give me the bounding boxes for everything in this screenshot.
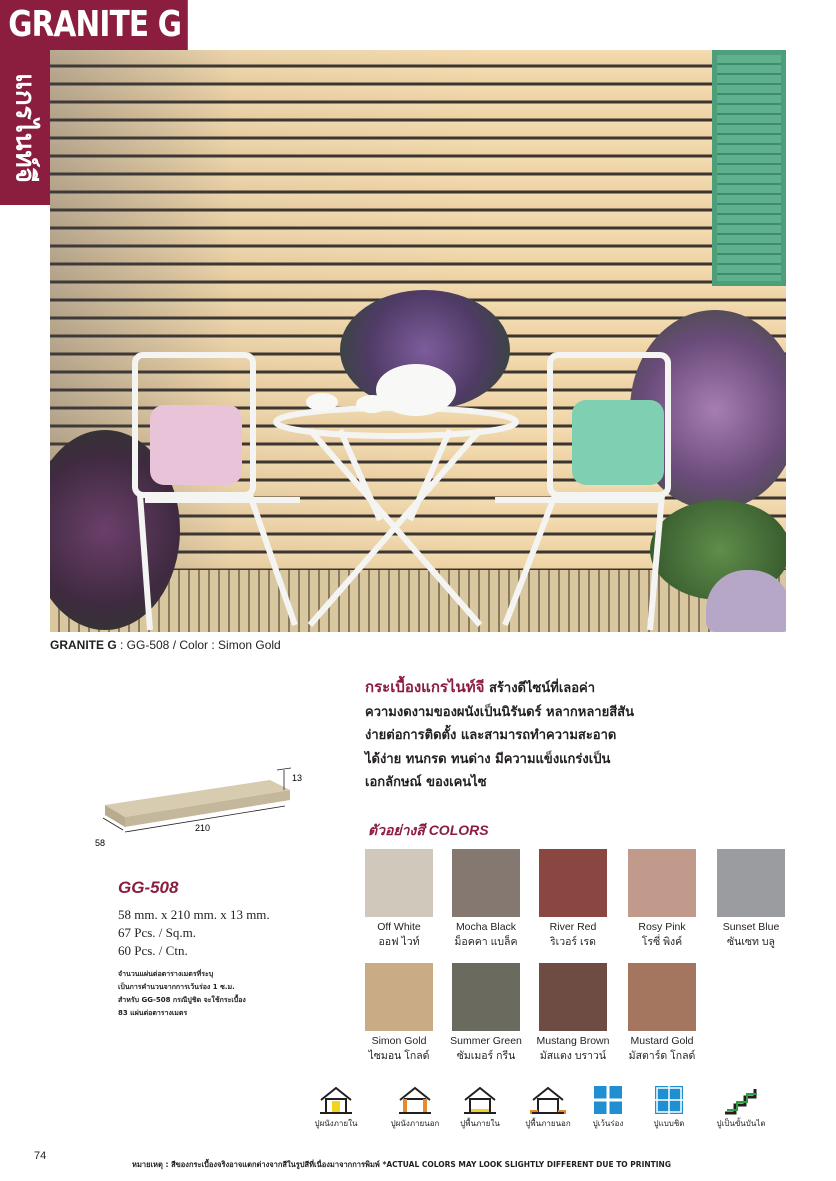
brand-title: GRANITE G <box>0 0 188 50</box>
interior-wall-icon <box>300 1085 372 1115</box>
description-line: ง่ายต่อการติดตั้ง และสามารถทำความสะอาด <box>365 728 617 743</box>
color-name-en: Mustard Gold <box>630 1035 694 1047</box>
usage-label: ปูพื้นภายใน <box>460 1119 500 1128</box>
color-label <box>612 1034 712 1064</box>
interior-floor-icon <box>444 1085 516 1115</box>
color-name-en: Sunset Blue <box>722 921 780 933</box>
tight-joint-icon <box>633 1085 705 1115</box>
usage-label: ปูพื้นภายนอก <box>525 1119 571 1128</box>
hero-caption-text: : GG-508 / Color : Simon Gold <box>116 638 281 652</box>
color-name-en: Rosy Pink <box>638 921 686 933</box>
product-description <box>365 676 665 795</box>
color-swatch <box>452 963 520 1031</box>
page-number: 74 <box>34 1150 47 1162</box>
color-swatch <box>365 849 433 917</box>
exterior-wall-icon <box>379 1085 451 1115</box>
side-category-label: แกรไนท์จี <box>9 72 40 183</box>
color-name-th: มัสตาร์ด โกลด์ <box>628 1050 696 1062</box>
color-name-en: Mustang Brown <box>536 1035 610 1047</box>
color-name-th: ซัมเมอร์ กรีน <box>456 1050 516 1062</box>
hero-caption-brand: GRANITE G <box>50 638 117 652</box>
side-category-tab <box>0 50 50 205</box>
product-code: GG-508 <box>118 878 179 897</box>
usage-label: ปูผนังภายนอก <box>390 1119 440 1128</box>
color-name-th: โรซี่ พิงค์ <box>641 936 683 948</box>
note-line: จำนวนแผ่นต่อตารางเมตรที่ระบุ <box>118 970 214 978</box>
color-label <box>349 920 449 950</box>
spec-per-sqm: 67 Pcs. / Sq.m. <box>118 925 197 940</box>
patio-furniture <box>50 50 786 632</box>
footnote: หมายเหตุ : สีของกระเบื้องจริงอาจแตกต่างจากสีในรูปสีที่เนื่องมาจากการพิมพ์ *ACTUAL COLORS MAY LOOK SLIGHTLY DIFFERENT DUE TO PRINTING <box>132 1160 671 1169</box>
hero-photo <box>50 50 786 632</box>
color-swatch <box>539 849 607 917</box>
color-name-en: River Red <box>549 921 597 933</box>
color-swatch <box>365 963 433 1031</box>
usage-item <box>444 1085 516 1130</box>
usage-item <box>633 1085 705 1130</box>
color-name-th: ซันเซท บลู <box>727 936 775 948</box>
note-line: เป็นการคำนวนจากการเว้นร่อง 1 ซ.ม. <box>118 983 235 991</box>
color-swatch <box>628 963 696 1031</box>
spec-size: 58 mm. x 210 mm. x 13 mm. <box>118 907 270 922</box>
spec-per-carton: 60 Pcs. / Ctn. <box>118 943 188 958</box>
usage-label: ปูเป็นขั้นบันได <box>716 1119 766 1128</box>
tile-dimension-drawing <box>95 760 315 870</box>
dim-length: 210 <box>195 823 211 833</box>
description-line: สร้างดีไซน์ที่เลอค่า <box>484 681 596 696</box>
color-name-th: ม็อคคา แบล็ค <box>454 936 518 948</box>
color-name-en: Summer Green <box>450 1035 522 1047</box>
color-name-en: Off White <box>377 921 421 933</box>
colors-title: ตัวอย่างสี COLORS <box>368 822 489 838</box>
color-name-en: Mocha Black <box>455 921 517 933</box>
color-name-th: ไซมอน โกลด์ <box>368 1050 430 1062</box>
dim-height: 13 <box>292 773 303 783</box>
color-swatch <box>539 963 607 1031</box>
description-line: ความงดงามของผนังเป็นนิรันดร์ หลากหลายสีสัน <box>365 704 634 720</box>
color-label <box>523 920 623 950</box>
usage-label: ปูแบบชิด <box>653 1119 685 1128</box>
description-line: ได้ง่าย ทนกรด ทนด่าง มีความแข็งแกร่งเป็น <box>365 751 611 767</box>
usage-item <box>379 1085 451 1130</box>
dim-width: 58 <box>95 838 106 848</box>
color-label <box>349 1034 449 1064</box>
color-label <box>436 920 536 950</box>
color-name-th: มัสแตง บราวน์ <box>539 1050 607 1062</box>
color-label <box>701 920 801 950</box>
note-line: สำหรับ GG-508 กรณีปูชิด จะใช้กระเบื้อง <box>118 996 246 1004</box>
color-label <box>523 1034 623 1064</box>
description-highlight: กระเบื้องแกรไนท์จี <box>365 678 485 696</box>
color-swatch <box>628 849 696 917</box>
color-swatch <box>452 849 520 917</box>
color-label <box>612 920 712 950</box>
hero-caption <box>50 638 281 652</box>
color-label <box>436 1034 536 1064</box>
product-specs <box>118 906 270 960</box>
note-line: 83 แผ่นต่อตารางเมตร <box>118 1009 188 1017</box>
usage-label: ปูเว้นร่อง <box>592 1119 624 1128</box>
color-name-en: Simon Gold <box>371 1035 427 1047</box>
stair-step-icon <box>705 1085 777 1115</box>
usage-item <box>705 1085 777 1130</box>
usage-label: ปูผนังภายใน <box>314 1119 358 1128</box>
color-swatch <box>717 849 785 917</box>
description-line: เอกลักษณ์ ของเคนไซ <box>365 775 487 790</box>
product-note <box>118 968 318 1020</box>
usage-item <box>300 1085 372 1130</box>
color-name-th: ออฟ ไวท์ <box>378 936 420 948</box>
color-name-th: ริเวอร์ เรด <box>549 936 597 948</box>
